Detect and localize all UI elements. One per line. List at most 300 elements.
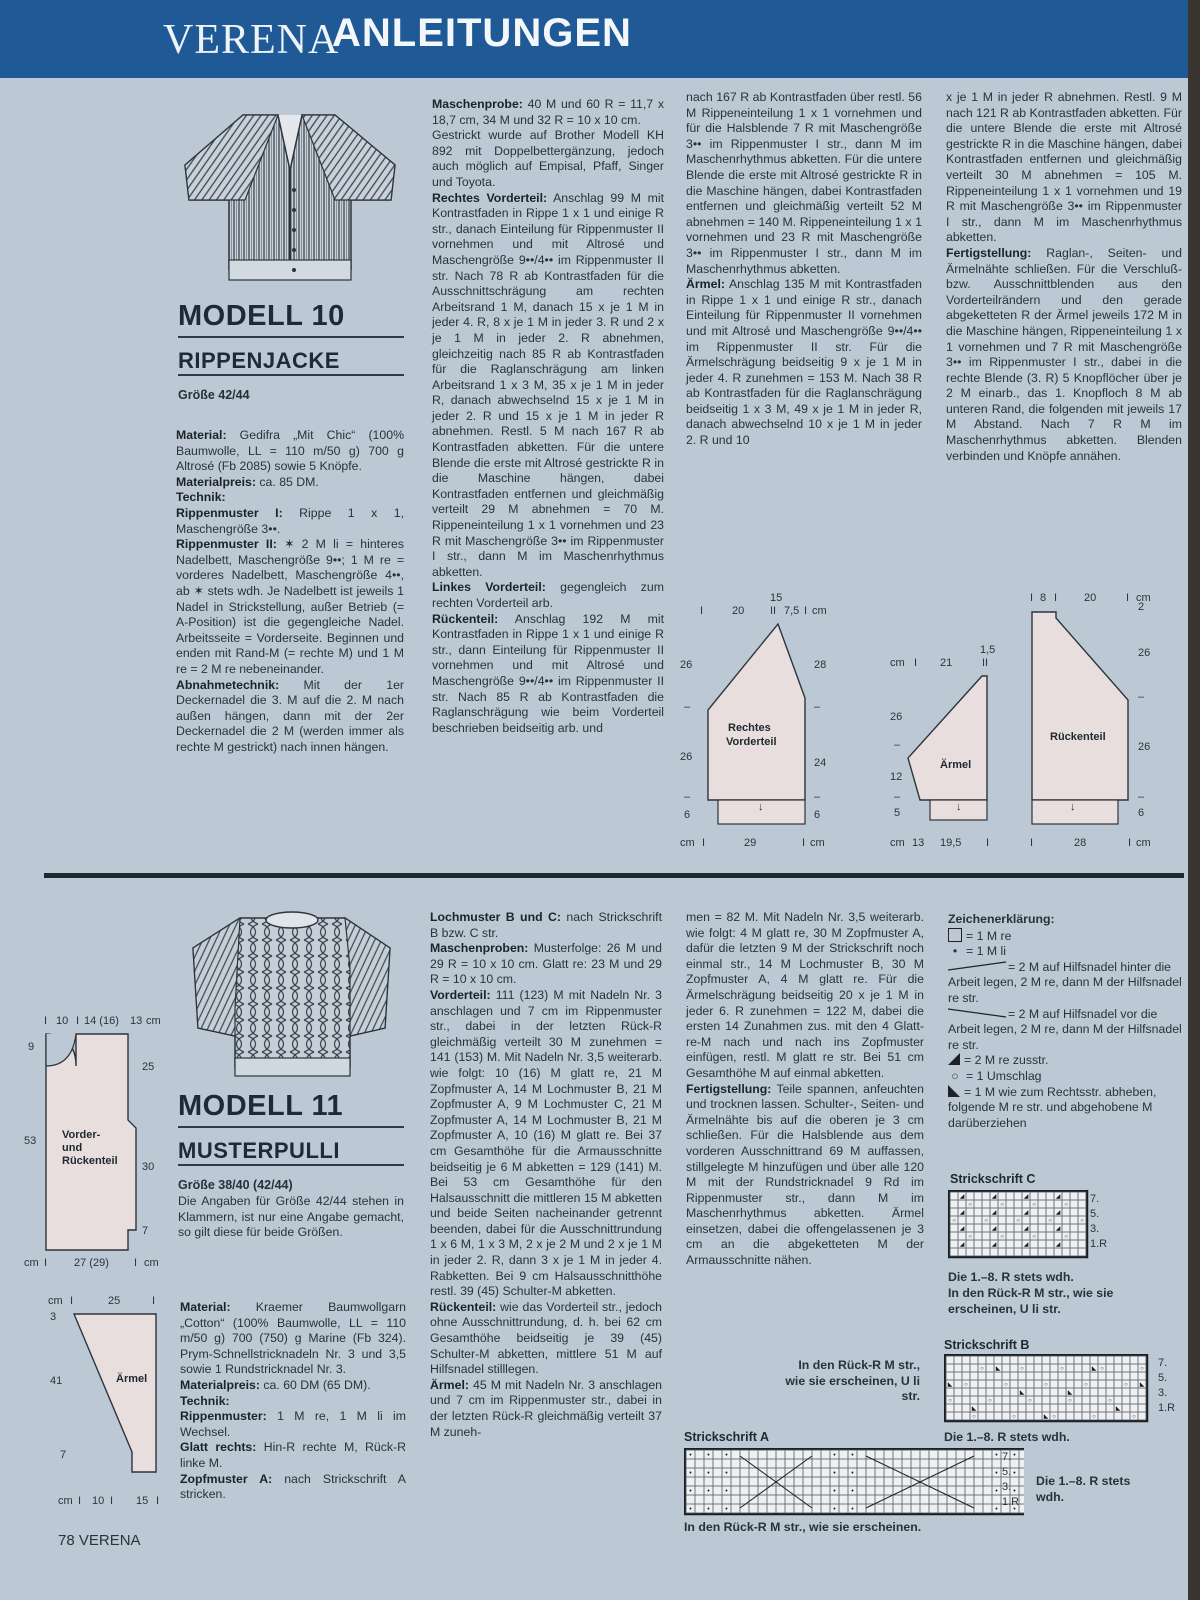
chart-symbol: ○ bbox=[984, 1218, 988, 1224]
paragraph-lead: Linkes Vorderteil: bbox=[432, 580, 546, 595]
chart-symbol: • bbox=[707, 1506, 710, 1513]
chart-symbol: • bbox=[1013, 1506, 1016, 1513]
chart-symbol: ◢ bbox=[991, 1210, 997, 1216]
front-left-dash-1: – bbox=[684, 701, 691, 713]
paragraph-body: Rippe 1 x 1, Maschengröße 3••. bbox=[176, 505, 404, 536]
sleeve-bottom-13: 13 bbox=[912, 837, 925, 849]
chart-symbol: • bbox=[833, 1488, 836, 1495]
chart-symbol: ◢ bbox=[1023, 1210, 1029, 1216]
text-paragraph bbox=[180, 1440, 406, 1471]
text-paragraph bbox=[686, 90, 922, 277]
chart-symbol: • bbox=[689, 1488, 692, 1495]
legend-item-cable-front bbox=[948, 1007, 1188, 1054]
chart-symbol: • bbox=[833, 1452, 836, 1459]
chart-symbol: ○ bbox=[1052, 1414, 1056, 1420]
front-bottom-tick-1: I bbox=[702, 837, 706, 849]
front-right-dash-2: – bbox=[814, 791, 821, 803]
paragraph-lead: Material: bbox=[180, 1300, 231, 1314]
text-paragraph bbox=[176, 475, 404, 491]
front-top-ii: II bbox=[770, 605, 777, 617]
sleeve11-left-7: 7 bbox=[60, 1449, 67, 1461]
body11-label-3: Rückenteil bbox=[62, 1155, 118, 1167]
paragraph-lead: Ärmel: bbox=[686, 277, 725, 292]
paragraph-lead: Maschenprobe: bbox=[432, 97, 523, 111]
chart-symbol: ◢ bbox=[1055, 1226, 1061, 1232]
sleeve-bottom-tick: I bbox=[986, 837, 990, 849]
chart-symbol: • bbox=[707, 1452, 710, 1459]
sleeve-label: Ärmel bbox=[940, 759, 972, 771]
section-separator bbox=[44, 873, 1184, 878]
chart-symbol: • bbox=[995, 1452, 998, 1459]
chart-symbol: ○ bbox=[1100, 1366, 1104, 1372]
chart-symbol: ◢ bbox=[959, 1194, 965, 1200]
paragraph-lead: Fertigstellung: bbox=[946, 245, 1032, 260]
text-paragraph bbox=[176, 678, 404, 756]
chart-symbol: ◣ bbox=[1067, 1390, 1073, 1396]
sleeve11-top-tick-1: I bbox=[70, 1295, 74, 1307]
chart-symbol: ○ bbox=[980, 1366, 984, 1372]
text-paragraph bbox=[180, 1378, 406, 1394]
chart-c-row-3: 3. bbox=[1090, 1223, 1100, 1235]
chart-c-row-1: 1.R bbox=[1090, 1238, 1108, 1250]
front-top-75: 7,5 bbox=[784, 605, 800, 617]
model10-col-1 bbox=[176, 428, 404, 755]
body11-bottom-cm-2: cm bbox=[144, 1257, 159, 1269]
paragraph-body: ✶ 2 M li = hinteres Nadelbett, Maschengröße 9••; 1 M re = vorderes Nadelbett, Maschengröße 4••, ab ✶ stets wdh. Je Nadelbett ist jeweils 1 Nadel in Strickstellung, außer Betrieb (= A-Position) ist die gegengleiche Nadel. Arbeitsseite = Vorderseite. Beginnen und enden mit Rand-M (= rechte M) und 1 M re = 2 M re nebeneinander. bbox=[176, 537, 404, 676]
skp-icon bbox=[948, 1085, 960, 1097]
paragraph-lead: Rippenmuster I: bbox=[176, 505, 283, 520]
sleeve-top-tick: I bbox=[914, 657, 918, 669]
paragraph-body: nach Strickschrift B bzw. C str. bbox=[430, 910, 662, 940]
paragraph-lead: Rippenmuster II: bbox=[176, 537, 277, 552]
sleeve-left-26: 26 bbox=[890, 711, 903, 723]
front-bottom-29: 29 bbox=[744, 837, 757, 849]
paragraph-body: wie das Vorderteil str., jedoch ohne Ausschnittrundung, d. h. bei 62 cm Gesamthöhe beidseitig je 39 (45) Schulter-M abketten, mittlere 51 M auf Hilfsnadel stilllegen. bbox=[430, 1299, 662, 1377]
chart-symbol: ○ bbox=[1084, 1382, 1088, 1388]
front-bottom-cm-1: cm bbox=[680, 837, 695, 849]
chart-symbol: ○ bbox=[1048, 1218, 1052, 1224]
rippenjacke-illustration bbox=[183, 110, 398, 295]
body11-top-14: 14 (16) bbox=[84, 1015, 119, 1027]
sleeve-left-12: 12 bbox=[890, 771, 903, 783]
chart-symbol: ○ bbox=[1000, 1234, 1004, 1240]
chart-a-bottom-note: In den Rück-R M str., wie sie erscheinen. bbox=[684, 1520, 922, 1534]
legend-item-skp-text: = 1 M wie zum Rechtsstr. abheben, folgende M re str. und abgehobene M darüberziehen bbox=[948, 1084, 1157, 1130]
chart-symbol: ◢ bbox=[959, 1226, 965, 1232]
chart-symbol: ◣ bbox=[1091, 1366, 1097, 1372]
legend-item-li-text: = 1 M li bbox=[966, 944, 1006, 959]
front-top-cm: cm bbox=[812, 605, 827, 617]
chart-b-title: Strickschrift B bbox=[944, 1338, 1030, 1352]
front-top-20: 20 bbox=[732, 605, 745, 617]
chart-symbol: ○ bbox=[1044, 1382, 1048, 1388]
text-paragraph bbox=[180, 1409, 406, 1440]
sleeve11-left-41: 41 bbox=[50, 1375, 63, 1387]
text-paragraph bbox=[430, 910, 662, 941]
text-paragraph bbox=[430, 1378, 662, 1440]
paragraph-body: men = 82 M. Mit Nadeln Nr. 3,5 weiterarb. wie folgt: 4 M glatt re, 30 M Zopfmuster A, dafür die letzten 9 M der Strickschrift noch einmal str., 14 M Lochmuster B, 30 M Zopfmuster A, 4 M glatt re. Für die Ärmelschrägung beidseitig 20 x je 1 M in jeder 6. R zunehmen = 122 M, dabei die ersten 14 Zunahmen zus. mit den 4 Glatt-re-M nach und nach ins Zopfmuster einfügen, restl. M glatt re str. Bei 51 cm Gesamthöhe M auf einmal abketten. bbox=[686, 910, 924, 1080]
chart-b-note: Die 1.–8. R stets wdh. bbox=[944, 1430, 1070, 1444]
back-bottom-28: 28 bbox=[1074, 837, 1087, 849]
sleeve11-top-tick-2: I bbox=[152, 1295, 156, 1307]
model11-size: Größe 38/40 (42/44) bbox=[178, 1178, 293, 1192]
legend-item-cable-back-text: = 2 M auf Hilfsnadel hinter die Arbeit legen, 2 M re, dann M der Hilfsnadel re str. bbox=[948, 959, 1182, 1005]
paragraph-body: 45 M mit Nadeln Nr. 3 anschlagen und 7 cm im Rippenmuster str., dabei in der letzten Rück-R gleichmäßig verteilt 37 M zuneh- bbox=[430, 1377, 662, 1439]
chart-symbol: ○ bbox=[968, 1234, 972, 1240]
chart-symbol: • bbox=[851, 1488, 854, 1495]
model10-col-3 bbox=[686, 90, 922, 449]
back-right-dash-1: – bbox=[1138, 691, 1145, 703]
paragraph-body: gegengleich zum rechten Vorderteil arb. bbox=[432, 580, 664, 610]
sleeve-top-21: 21 bbox=[940, 657, 953, 669]
purl-dot-icon: • bbox=[952, 944, 958, 959]
legend-item-skp bbox=[948, 1085, 1188, 1132]
paragraph-body: Anschlag 192 M mit Kontrastfaden in Rippe 1 x 1 und einige R str., dann Einteilung für Rippenmuster II vornehmen und mit Altrosé und Maschengröße 9••/4•• im Rippenmuster II str. Nach 85 R ab Kontrastfaden die Raglanschrägung wie beim Vorderteil beschrieben beidseitig arb. und bbox=[432, 611, 664, 735]
chart-b-row-3: 3. bbox=[1158, 1387, 1168, 1399]
chart-symbol: ○ bbox=[968, 1202, 972, 1208]
text-paragraph bbox=[430, 1300, 662, 1378]
chart-symbol: ◢ bbox=[991, 1194, 997, 1200]
front-arrow: ↓ bbox=[758, 801, 764, 813]
front-right-6: 6 bbox=[814, 809, 821, 821]
paragraph-lead: Maschenproben: bbox=[430, 941, 529, 956]
legend-item-k2tog-text: = 2 M re zusstr. bbox=[964, 1053, 1049, 1068]
sleeve11-top-cm: cm bbox=[48, 1295, 63, 1307]
paragraph-body: ca. 85 DM. bbox=[255, 474, 319, 489]
front-bottom-cm-2: cm bbox=[810, 837, 825, 849]
chart-symbol: ◢ bbox=[991, 1242, 997, 1248]
chart-symbol: ○ bbox=[972, 1414, 976, 1420]
chart-b bbox=[944, 1354, 1184, 1426]
paragraph-body: x je 1 M in jeder R abnehmen. Restl. 9 M nach 121 R ab Kontrastfaden abketten. Für die untere Blende die erste mit Altrosé gestrickte R in die Maschine hängen, dabei Kontrastfaden entfernen und gleichmäßig verteilt 30 M abnehmen = 105 M. Rippeneinteilung 1 x 1 vornehmen und 19 R mit Maschengröße 3•• im Rippenmuster I str., dann M im Maschenrhythmus abketten. bbox=[946, 90, 1182, 245]
legend-item-re-text: = 1 M re bbox=[966, 928, 1012, 943]
body11-bottom-27: 27 (29) bbox=[74, 1257, 109, 1269]
paragraph-lead: Rechtes Vorderteil: bbox=[432, 190, 548, 205]
chart-b-row-1: 1.R bbox=[1158, 1402, 1176, 1414]
paragraph-lead: Abnahmetechnik: bbox=[176, 677, 280, 692]
model11-col-3 bbox=[686, 910, 924, 1269]
paragraph-body: 111 (123) M mit Nadeln Nr. 3 anschlagen und 7 cm im Rippenmuster str., dabei in der letzten Rück-R gleichmäßig verteilt 30 M zunehmen = 141 (153) M. Mit Nadeln Nr. 3,5 weiterarb. wie folgt: 10 (16) M glatt re, 21 M Zopfmuster A, 14 M Lochmuster B, 21 M Zopfmuster A, 9 M Lochmuster C, 21 M Zopfmuster A, 14 M Lochmuster B, 21 M Zopfmuster A, 10 (16) M glatt re. Bei 37 cm Gesamthöhe für die Armausschnitte beidseitig je 6 M abketten = 129 (141) M. Bei 53 cm Gesamthöhe für den Halsausschnitt die mittleren 15 M abketten und beide Seiten nacheinander getrennt beenden, dabei für die Ausschnittrundung 1 x 6 M, 1 x 3 M, 2 x je 2 M und 2 x je 1 M in jeder 2. R, dann 3 x je 1 M in jeder 4. Rabketten. Bei 9 cm Halsausschnitthöhe restl. 39 (45) Schulter-M abketten. bbox=[430, 987, 662, 1299]
back-right-26a: 26 bbox=[1138, 647, 1151, 659]
chart-symbol: ○ bbox=[1108, 1398, 1112, 1404]
chart-symbol: ◢ bbox=[959, 1242, 965, 1248]
model11-heading bbox=[178, 1090, 404, 1123]
body11-right-7: 7 bbox=[142, 1225, 149, 1237]
chart-symbol: ◢ bbox=[1023, 1226, 1029, 1232]
chart-symbol: • bbox=[725, 1488, 728, 1495]
text-paragraph bbox=[686, 1082, 924, 1269]
chart-symbol: • bbox=[995, 1488, 998, 1495]
chart-symbol: ○ bbox=[988, 1398, 992, 1404]
paragraph-body: nach Strickschrift A stricken. bbox=[180, 1471, 406, 1502]
chart-symbol: ○ bbox=[1064, 1202, 1068, 1208]
legend-item-re bbox=[948, 928, 1188, 945]
back-top-8: 8 bbox=[1040, 592, 1047, 604]
body11-top-cm: cm bbox=[146, 1015, 161, 1027]
chart-symbol: • bbox=[851, 1452, 854, 1459]
body11-top-10: 10 bbox=[56, 1015, 69, 1027]
model10-rule-1 bbox=[178, 336, 404, 338]
text-paragraph bbox=[686, 910, 924, 1082]
front-left-dash-2: – bbox=[684, 791, 691, 803]
back-right-dash-2: – bbox=[1138, 791, 1145, 803]
chart-symbol: • bbox=[725, 1506, 728, 1513]
chart-c-row-5: 5. bbox=[1090, 1208, 1100, 1220]
chart-symbol: • bbox=[689, 1470, 692, 1477]
legend-title: Zeichenerklärung: bbox=[948, 912, 1055, 926]
text-paragraph bbox=[176, 428, 404, 475]
chart-symbol: ○ bbox=[1016, 1218, 1020, 1224]
yarn-over-icon: ○ bbox=[951, 1068, 959, 1083]
chart-b-top-note: In den Rück-R M str., wie sie erscheinen, U li str. bbox=[785, 1358, 920, 1404]
back-arrow: ↓ bbox=[1070, 801, 1076, 813]
paragraph-body: nach 167 R ab Kontrastfaden über restl. 56 M Rippeneinteilung 1 x 1 vornehmen und für die Halsblende 7 R mit Maschengröße 3•• im Rippenmuster I str., dann M im Maschenrhythmus abketten. Für die untere Blende die erste mit Altrosé gestrickte R in die Maschine hängen, dabei Kontrastfaden entfernen und gleichmäßig verteilt 52 M abnehmen = 140 M. Rippeneinteilung 1 x 1 vornehmen und 23 R mit Maschengröße 3•• im Rippenmuster I str., dann M im Maschenrhythmus abketten. bbox=[686, 90, 922, 276]
chart-symbol: ○ bbox=[1028, 1398, 1032, 1404]
text-paragraph bbox=[176, 506, 404, 537]
text-paragraph bbox=[176, 490, 404, 506]
text-paragraph bbox=[432, 191, 664, 581]
sleeve-top-cm: cm bbox=[890, 657, 905, 669]
chart-a-title: Strickschrift A bbox=[684, 1430, 769, 1444]
paragraph-body: Musterfolge: 26 M und 29 R = 10 x 10 cm. Glatt re: 23 M und 29 R = 10 x 10 cm. bbox=[430, 941, 662, 987]
legend-item-li bbox=[948, 944, 1188, 960]
paragraph-lead: Fertigstellung: bbox=[686, 1081, 772, 1096]
front-top-tick-1: I bbox=[700, 605, 704, 617]
model11-name: MUSTERPULLI bbox=[178, 1138, 340, 1163]
chart-b-row-7: 7. bbox=[1158, 1357, 1168, 1369]
chart-symbol: • bbox=[995, 1470, 998, 1477]
chart-a-row-5: 5. bbox=[1002, 1466, 1012, 1478]
front-right-28: 28 bbox=[814, 659, 827, 671]
cable-front-icon bbox=[948, 1008, 1008, 1018]
sleeve-top-ii: II bbox=[982, 657, 989, 669]
body11-right-30: 30 bbox=[142, 1161, 155, 1173]
paragraph-body: 1 M re, 1 M li im Wechsel. bbox=[180, 1409, 406, 1439]
chart-a-row-3: 3. bbox=[1002, 1481, 1012, 1493]
sleeve11-bottom-tick-3: I bbox=[156, 1495, 160, 1507]
front-left-26a: 26 bbox=[680, 659, 693, 671]
legend-item-yo-text: = 1 Umschlag bbox=[966, 1068, 1042, 1083]
chart-symbol: ○ bbox=[948, 1398, 952, 1404]
sleeve11-label: Ärmel bbox=[116, 1373, 148, 1385]
model11-col-1 bbox=[180, 1300, 406, 1503]
k2tog-icon bbox=[948, 1053, 960, 1065]
legend-item-cable-back bbox=[948, 960, 1188, 1007]
paragraph-body: 40 M und 60 R = 11,7 x 18,7 cm, 34 M und 32 R = 10 x 10 cm. bbox=[432, 97, 664, 127]
chart-symbol: ◣ bbox=[1019, 1390, 1025, 1396]
front-bottom-tick-2: I bbox=[802, 837, 806, 849]
chart-c-note-1: Die 1.–8. R stets wdh. bbox=[948, 1270, 1074, 1284]
paragraph-body: Kraemer Baumwollgarn „Cotton“ (100% Baumwolle, LL = 110 m/50 g) 700 (750) g Marine (Fb 324). Prym-Schnellstricknadeln Nr. 3 und 3,5 sowie 1 Rundstricknadel Nr. 3. bbox=[180, 1300, 406, 1377]
text-paragraph bbox=[946, 90, 1182, 246]
body11-top-tick-2: I bbox=[76, 1015, 80, 1027]
model10-number: MODELL 10 bbox=[178, 300, 345, 332]
chart-symbol: ◢ bbox=[991, 1226, 997, 1232]
chart-symbol: ○ bbox=[1080, 1218, 1084, 1224]
chart-symbol: • bbox=[851, 1470, 854, 1477]
schematic-sleeve-11 bbox=[28, 1292, 168, 1520]
back-top-tick-3: I bbox=[1126, 592, 1130, 604]
chart-c-grid bbox=[949, 1191, 1087, 1257]
back-bottom-tick-2: I bbox=[1128, 837, 1132, 849]
chart-symbol: • bbox=[689, 1506, 692, 1513]
page-number: 78 bbox=[58, 1532, 75, 1549]
page-footer bbox=[58, 1532, 141, 1549]
model10-col-2 bbox=[432, 97, 664, 736]
front-top-15: 15 bbox=[770, 592, 783, 604]
legend bbox=[948, 912, 1188, 1131]
chart-a-row-7: 7. bbox=[1002, 1451, 1012, 1463]
back-right-6: 6 bbox=[1138, 807, 1145, 819]
chart-symbol: ○ bbox=[1032, 1234, 1036, 1240]
magazine-brand: VERENA bbox=[163, 17, 340, 63]
legend-item-cable-front-text: = 2 M auf Hilfsnadel vor die Arbeit legen, 2 M re, dann M der Hilfsnadel re str. bbox=[948, 1006, 1182, 1052]
sleeve-arrow: ↓ bbox=[956, 801, 962, 813]
text-paragraph bbox=[946, 246, 1182, 464]
chart-symbol: ○ bbox=[1012, 1414, 1016, 1420]
paragraph-lead: Vorderteil: bbox=[430, 987, 491, 1002]
chart-symbol: • bbox=[725, 1470, 728, 1477]
sleeve-bottom-195: 19,5 bbox=[940, 837, 962, 849]
back-top-tick-1: I bbox=[1030, 592, 1034, 604]
paragraph-lead: Technik: bbox=[180, 1393, 230, 1408]
front-top-tick-2: I bbox=[804, 605, 808, 617]
body11-label-2: und bbox=[62, 1142, 83, 1154]
model10-rule-2 bbox=[178, 374, 404, 376]
back-bottom-tick-1: I bbox=[1030, 837, 1034, 849]
text-paragraph bbox=[180, 1300, 406, 1378]
paragraph-lead: Ärmel: bbox=[430, 1377, 469, 1392]
back-top-cm: cm bbox=[1136, 592, 1151, 604]
chart-symbol: ◢ bbox=[1055, 1210, 1061, 1216]
model11-rule-2 bbox=[178, 1164, 404, 1166]
chart-symbol: ○ bbox=[964, 1382, 968, 1388]
footer-brand: VERENA bbox=[78, 1532, 141, 1549]
chart-symbol: ○ bbox=[1020, 1366, 1024, 1372]
legend-item-k2tog bbox=[948, 1053, 1188, 1069]
body11-right-25: 25 bbox=[142, 1061, 155, 1073]
model10-heading bbox=[178, 300, 404, 333]
chart-symbol: ◣ bbox=[947, 1382, 953, 1388]
sleeve11-left-3: 3 bbox=[50, 1311, 57, 1323]
chart-symbol: ◣ bbox=[971, 1406, 977, 1412]
body11-left-9: 9 bbox=[28, 1041, 35, 1053]
text-paragraph bbox=[432, 612, 664, 737]
back-top-tick-2: I bbox=[1054, 592, 1058, 604]
chart-symbol: ◣ bbox=[995, 1366, 1001, 1372]
sleeve-bottom-cm: cm bbox=[890, 837, 905, 849]
model11-number: MODELL 11 bbox=[178, 1090, 344, 1122]
chart-symbol: • bbox=[1013, 1452, 1016, 1459]
musterpulli-illustration bbox=[190, 908, 395, 1088]
cable-back-icon bbox=[948, 961, 1008, 971]
model11-size-note: Die Angaben für Größe 42/44 stehen in Klammern, ist nur eine Angabe gemacht, so gilt diese für beide Größen. bbox=[178, 1194, 404, 1240]
chart-symbol: • bbox=[833, 1506, 836, 1513]
paragraph-lead: Rückenteil: bbox=[432, 611, 499, 626]
chart-symbol: • bbox=[995, 1506, 998, 1513]
paragraph-body: Anschlag 135 M mit Kontrastfaden in Rippe 1 x 1 und einige R str., danach Einteilung für Rippenmuster II vornehmen und mit Altrosé und Maschengröße 9••/4•• im Rippenmuster II str. Für die Ärmelschrägung beidseitig 9 x je 1 M in jeder 4. R zunehmen = 153 M. Nach 38 R ab Kontrastfaden für die Raglanschrägung beidseitig 1 x 3 M, 49 x je 1 M in jeder R, danach abwechselnd 10 x je 1 M in jeder 2. R und 10 bbox=[686, 277, 922, 448]
schematic-sleeve bbox=[890, 640, 1020, 858]
chart-symbol: • bbox=[707, 1488, 710, 1495]
model10-col-4 bbox=[946, 90, 1182, 464]
sleeve-left-dash-2: – bbox=[894, 791, 901, 803]
paragraph-body: Anschlag 99 M mit Kontrastfaden in Rippe 1 x 1 und einige R str., danach Einteilung für Rippenmuster II vornehmen und mit Altrosé und Maschengröße 9••/4•• im Rippenmuster II str. Nach 78 R ab Kontrastfaden für die Ausschnittschrägung am rechten Arbeitsrand 1 M, danach 15 x je 1 M in jeder 4. R, 8 x je 1 M in jeder 3. R und 2 x je 1 M in jeder 2. R abnehmen, gleichzeitig nach 85 R ab Kontrastfaden für die Raglanschrägung am linken Arbeitsrand 1 x 3 M, 35 x je 1 M in jeder R, danach abwechselnd 15 x je 1 M in jeder 2. R und 15 x je 1 M in jeder R abnehmen. Restl. 5 M nach 167 R ab Kontrastfaden abketten. Für die untere Blende die erste mit Altrosé gestrickte R in die Maschine hängen, dabei Kontrastfaden entfernen und gleichmäßig verteilt 29 M abnehmen = 70 M. Rippeneinteilung 1 x 1 vornehmen und 23 R mit Maschengröße 3•• im Rippenmuster I str., dann M im Maschenrhythmus abketten. bbox=[432, 190, 665, 579]
text-paragraph bbox=[180, 1394, 406, 1410]
chart-symbol: • bbox=[1013, 1470, 1016, 1477]
chart-symbol: ◢ bbox=[1055, 1242, 1061, 1248]
paragraph-body: Gedifra „Mit Chic“ (100% Baumwolle, LL = 110 m/50 g) 700 g Altrosé (Fb 2085) sowie 5 Knöpfe. bbox=[176, 428, 404, 474]
chart-symbol: • bbox=[689, 1452, 692, 1459]
text-paragraph bbox=[430, 988, 662, 1300]
sleeve-left-dash-1: – bbox=[894, 739, 901, 751]
body11-bottom-tick-1: I bbox=[44, 1257, 48, 1269]
chart-c-title: Strickschrift C bbox=[950, 1172, 1036, 1186]
body11-top-tick-1: I bbox=[44, 1015, 48, 1027]
paragraph-lead: Rippenmuster: bbox=[180, 1409, 267, 1424]
sleeve-left-5: 5 bbox=[894, 807, 901, 819]
body11-bottom-cm-1: cm bbox=[24, 1257, 39, 1269]
chart-symbol: • bbox=[707, 1470, 710, 1477]
paragraph-body: Gestrickt wurde auf Brother Modell KH 892 mit Doppelbettergänzung, jedoch auch möglich auf Empisal, Pfaff, Singer und Toyota. bbox=[432, 128, 664, 189]
body11-label-1: Vorder- bbox=[62, 1129, 101, 1141]
chart-b-row-5: 5. bbox=[1158, 1372, 1168, 1384]
text-paragraph bbox=[176, 537, 404, 677]
back-bottom-cm: cm bbox=[1136, 837, 1151, 849]
sleeve11-bottom-10: 10 bbox=[92, 1495, 105, 1507]
paragraph-lead: Glatt rechts: bbox=[180, 1440, 257, 1455]
chart-symbol: ○ bbox=[1068, 1398, 1072, 1404]
paragraph-body: ca. 60 DM (65 DM). bbox=[259, 1377, 371, 1392]
schematic-front bbox=[680, 588, 860, 858]
paragraph-body: Teile spannen, anfeuchten und trocknen lassen. Schulter-, Seiten- und Ärmelnähte bis auf die oberen je 3 cm schließen. Für die Halsblende aus dem vorderen Ausschnittrand 69 M auffassen, stillgelegte M hinzufügen und über alle 120 M mit der Rundstricknadel 9 Rd im Rippenmuster str., dann M im Maschenrhythmus abketten. Ärmel einsetzen, dabei die offengelassenen je 3 cm an die abgeketteten M der Armausschnitte nähen. bbox=[686, 1081, 924, 1268]
sleeve11-bottom-tick-2: I bbox=[110, 1495, 114, 1507]
chart-symbol: • bbox=[1013, 1488, 1016, 1495]
chart-symbol: ◣ bbox=[1115, 1406, 1121, 1412]
knit-symbol-icon bbox=[948, 928, 962, 942]
chart-symbol: ◢ bbox=[1023, 1194, 1029, 1200]
model11-name-wrap bbox=[178, 1138, 404, 1164]
paragraph-lead: Technik: bbox=[176, 490, 226, 505]
chart-symbol: ◢ bbox=[959, 1210, 965, 1216]
chart-c-row-7: 7. bbox=[1090, 1193, 1100, 1205]
chart-symbol: ○ bbox=[1004, 1382, 1008, 1388]
body11-bottom-tick-2: I bbox=[134, 1257, 138, 1269]
back-right-26b: 26 bbox=[1138, 741, 1151, 753]
model11-rule-1 bbox=[178, 1126, 404, 1128]
sleeve11-bottom-cm: cm bbox=[58, 1495, 73, 1507]
text-paragraph bbox=[432, 580, 664, 611]
back-label: Rückenteil bbox=[1050, 731, 1106, 743]
chart-symbol: ○ bbox=[1064, 1234, 1068, 1240]
chart-symbol: • bbox=[833, 1470, 836, 1477]
chart-symbol: ◣ bbox=[1043, 1414, 1049, 1420]
model10-name-wrap bbox=[178, 348, 404, 374]
chart-a-side-note: Die 1.–8. R stets wdh. bbox=[1036, 1474, 1131, 1504]
back-right-2: 2 bbox=[1138, 601, 1145, 613]
section-title: ANLEITUNGEN bbox=[332, 11, 632, 55]
schematic-back bbox=[1030, 588, 1188, 858]
sleeve11-top-25: 25 bbox=[108, 1295, 121, 1307]
paragraph-lead: Zopfmuster A: bbox=[180, 1471, 273, 1486]
chart-b-grid bbox=[945, 1355, 1147, 1421]
front-left-6: 6 bbox=[684, 809, 691, 821]
sleeve11-bottom-tick-1: I bbox=[78, 1495, 82, 1507]
chart-symbol: ○ bbox=[1124, 1382, 1128, 1388]
paragraph-lead: Lochmuster B und C: bbox=[430, 910, 561, 924]
paragraph-lead: Materialpreis: bbox=[180, 1377, 260, 1392]
front-label-2: Vorderteil bbox=[726, 736, 777, 748]
text-paragraph bbox=[432, 128, 664, 190]
